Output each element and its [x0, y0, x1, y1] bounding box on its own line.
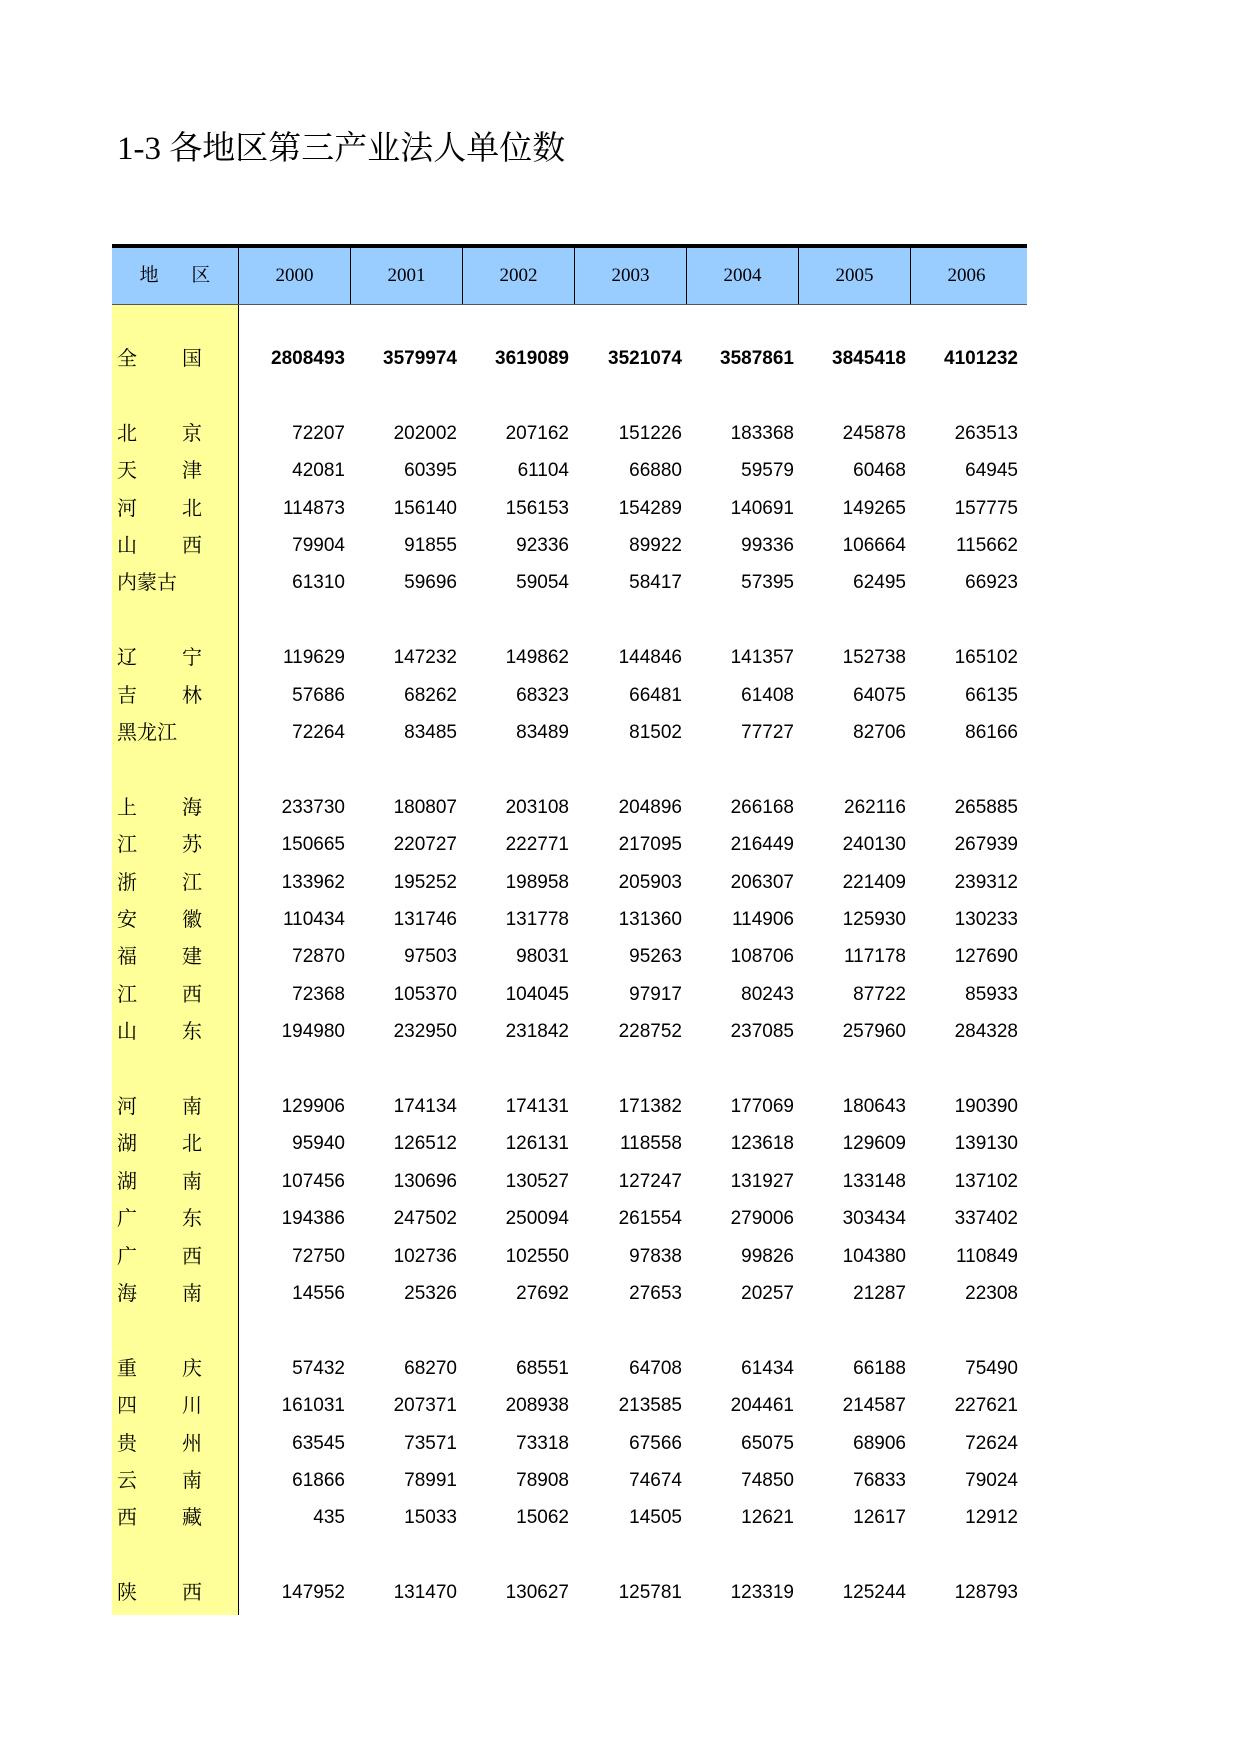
value-cell: 102550 [505, 1245, 569, 1267]
value-cell: 130696 [393, 1170, 457, 1192]
header-year: 2003 [574, 248, 686, 304]
value-cell: 141357 [730, 647, 794, 669]
table-row [112, 1500, 1027, 1536]
value-cell: 217095 [618, 834, 682, 856]
table-row [112, 1126, 1027, 1162]
value-cell: 204461 [730, 1395, 794, 1417]
header-year: 2000 [238, 248, 350, 304]
value-cell: 154289 [618, 497, 682, 519]
value-cell: 114873 [283, 497, 345, 519]
value-cell: 58417 [629, 572, 682, 594]
value-cell: 14505 [629, 1507, 682, 1529]
value-cell: 12617 [853, 1507, 906, 1529]
value-cell: 156153 [505, 497, 569, 519]
header-year: 2005 [798, 248, 910, 304]
value-cell: 3521074 [608, 348, 682, 369]
value-cell: 117178 [844, 946, 906, 968]
value-cell: 67566 [629, 1432, 682, 1454]
value-cell: 57686 [292, 684, 345, 706]
value-cell: 95263 [629, 946, 682, 968]
value-cell: 150665 [281, 834, 345, 856]
value-cell: 221409 [842, 871, 906, 893]
value-cell: 108706 [730, 946, 794, 968]
value-cell: 68262 [404, 684, 457, 706]
value-cell: 237085 [730, 1021, 794, 1043]
value-cell: 73318 [516, 1432, 569, 1454]
value-cell: 66923 [965, 572, 1018, 594]
region-name: 广 西 [117, 1245, 222, 1268]
value-cell: 213585 [618, 1395, 682, 1417]
region-name: 贵 州 [117, 1432, 222, 1455]
value-cell: 151226 [618, 422, 682, 444]
value-cell: 76833 [853, 1470, 906, 1491]
value-cell: 131470 [393, 1582, 457, 1604]
value-cell: 337402 [954, 1208, 1018, 1230]
value-cell: 12912 [965, 1507, 1018, 1529]
table-row [112, 640, 1027, 676]
value-cell: 204896 [618, 796, 682, 818]
header-year: 2006 [910, 248, 1022, 304]
value-cell: 72750 [292, 1245, 345, 1267]
value-cell: 257960 [842, 1021, 906, 1043]
region-name: 四 川 [117, 1395, 222, 1418]
value-cell: 72264 [292, 722, 345, 743]
table-row [112, 827, 1027, 863]
value-cell: 171382 [618, 1096, 682, 1117]
value-cell: 157775 [954, 497, 1018, 519]
value-cell: 15033 [404, 1507, 457, 1529]
value-cell: 216449 [730, 834, 794, 856]
table-row [112, 790, 1027, 826]
value-cell: 25326 [404, 1283, 457, 1304]
region-name: 上 海 [117, 796, 222, 819]
region-name: 海 南 [117, 1283, 222, 1305]
value-cell: 57395 [741, 572, 794, 594]
region-name: 山 西 [117, 535, 222, 557]
value-cell: 98031 [516, 946, 569, 968]
value-cell: 63545 [292, 1432, 345, 1454]
value-cell: 139130 [954, 1133, 1018, 1155]
value-cell: 133962 [281, 871, 345, 893]
value-cell: 180643 [842, 1096, 906, 1117]
value-cell: 202002 [393, 422, 457, 444]
value-cell: 105370 [393, 983, 457, 1005]
value-cell: 266168 [730, 796, 794, 818]
value-cell: 220727 [393, 834, 457, 856]
value-cell: 207162 [505, 422, 569, 444]
region-name: 陕 西 [117, 1582, 222, 1605]
region-name: 辽 宁 [117, 647, 222, 670]
value-cell: 140691 [730, 497, 794, 519]
region-name: 福 建 [117, 946, 222, 969]
value-cell: 22308 [965, 1283, 1018, 1304]
value-cell: 20257 [741, 1283, 794, 1304]
table-row [112, 939, 1027, 975]
value-cell: 239312 [954, 871, 1018, 893]
value-cell: 214587 [842, 1395, 906, 1417]
value-cell: 222771 [505, 834, 569, 856]
table-row [112, 1276, 1027, 1312]
value-cell: 61866 [292, 1470, 345, 1491]
region-name: 吉 林 [117, 684, 222, 707]
value-cell: 128793 [954, 1582, 1018, 1604]
value-cell: 91855 [404, 535, 457, 556]
value-cell: 73571 [404, 1432, 457, 1454]
value-cell: 59696 [404, 572, 457, 594]
value-cell: 119629 [283, 647, 345, 669]
value-cell: 227621 [954, 1395, 1018, 1417]
table-row [112, 416, 1027, 452]
value-cell: 231842 [505, 1021, 569, 1043]
value-cell: 66135 [965, 684, 1018, 706]
value-cell: 15062 [516, 1507, 569, 1529]
value-cell: 42081 [292, 460, 345, 482]
region-name: 天 津 [117, 460, 222, 483]
value-cell: 106664 [842, 535, 906, 556]
region-name: 全 国 [117, 348, 222, 370]
value-cell: 61104 [517, 460, 569, 482]
value-cell: 66188 [853, 1357, 906, 1379]
value-cell: 59579 [741, 460, 794, 482]
value-cell: 174131 [505, 1096, 569, 1117]
table-row [112, 1463, 1027, 1499]
value-cell: 79904 [292, 535, 345, 556]
value-cell: 161031 [281, 1395, 345, 1417]
value-cell: 114906 [732, 909, 794, 930]
value-cell: 131778 [505, 909, 569, 930]
value-cell: 65075 [741, 1432, 794, 1454]
value-cell: 74850 [741, 1470, 794, 1491]
header-year: 2001 [350, 248, 462, 304]
value-cell: 78991 [404, 1470, 457, 1491]
value-cell: 3579974 [383, 348, 457, 369]
value-cell: 130627 [505, 1582, 569, 1604]
value-cell: 60468 [853, 460, 906, 482]
table-row [112, 528, 1027, 564]
value-cell: 147952 [281, 1582, 345, 1604]
value-cell: 82706 [853, 722, 906, 743]
value-cell: 14556 [292, 1283, 345, 1304]
value-cell: 123618 [730, 1133, 794, 1155]
region-name: 江 西 [117, 983, 222, 1006]
value-cell: 131746 [393, 909, 457, 930]
value-cell: 27653 [629, 1283, 682, 1304]
header-region: 地 区 [139, 265, 225, 286]
value-cell: 79024 [965, 1470, 1018, 1491]
value-cell: 21287 [853, 1283, 906, 1304]
value-cell: 81502 [629, 722, 682, 743]
table-row [112, 715, 1027, 751]
region-name: 北 京 [117, 422, 222, 445]
region-name: 湖 北 [117, 1133, 222, 1156]
value-cell: 72870 [292, 946, 345, 968]
region-name: 山 东 [117, 1021, 222, 1044]
value-cell: 97838 [629, 1245, 682, 1267]
value-cell: 3619089 [495, 348, 569, 369]
value-cell: 303434 [842, 1208, 906, 1230]
value-cell: 64945 [965, 460, 1018, 482]
table-row [112, 1164, 1027, 1200]
value-cell: 78908 [516, 1470, 569, 1491]
value-cell: 102736 [393, 1245, 457, 1267]
value-cell: 180807 [393, 796, 457, 818]
value-cell: 62495 [853, 572, 906, 594]
value-cell: 133148 [842, 1170, 906, 1192]
value-cell: 61408 [741, 684, 794, 706]
value-cell: 57432 [292, 1357, 345, 1379]
value-cell: 207371 [393, 1395, 457, 1417]
value-cell: 149862 [505, 647, 569, 669]
value-cell: 144846 [618, 647, 682, 669]
value-cell: 174134 [393, 1096, 457, 1117]
value-cell: 130527 [505, 1170, 569, 1192]
value-cell: 107456 [281, 1170, 345, 1192]
table-header [112, 248, 1027, 305]
table-row [112, 1089, 1027, 1125]
region-name: 黑龙江 [117, 722, 177, 744]
value-cell: 64075 [853, 684, 906, 706]
value-cell: 99336 [741, 535, 794, 556]
value-cell: 261554 [618, 1208, 682, 1230]
value-cell: 147232 [393, 647, 457, 669]
value-cell: 72207 [292, 422, 345, 444]
value-cell: 104380 [842, 1245, 906, 1267]
header-year: 2004 [686, 248, 798, 304]
value-cell: 72368 [292, 983, 345, 1005]
value-cell: 85933 [965, 983, 1018, 1005]
table-row [112, 1201, 1027, 1237]
value-cell: 232950 [393, 1021, 457, 1043]
value-cell: 279006 [730, 1208, 794, 1230]
value-cell: 125930 [842, 909, 906, 930]
value-cell: 68270 [404, 1357, 457, 1379]
value-cell: 97917 [629, 983, 682, 1005]
value-cell: 152738 [842, 647, 906, 669]
value-cell: 87722 [853, 983, 906, 1005]
value-cell: 131360 [618, 909, 682, 930]
table-row [112, 865, 1027, 901]
table-row [112, 1575, 1027, 1611]
value-cell: 129609 [842, 1133, 906, 1155]
table-row [112, 565, 1027, 601]
region-name: 安 徽 [117, 909, 222, 931]
region-name: 河 北 [117, 497, 222, 520]
value-cell: 95940 [292, 1133, 345, 1155]
value-cell: 265885 [954, 796, 1018, 818]
value-cell: 86166 [965, 722, 1018, 743]
table-row [112, 491, 1027, 527]
value-cell: 72624 [965, 1432, 1018, 1454]
region-name: 重 庆 [117, 1357, 222, 1380]
value-cell: 177069 [730, 1096, 794, 1117]
value-cell: 194980 [281, 1021, 345, 1043]
total-row [112, 341, 1027, 377]
value-cell: 99826 [741, 1245, 794, 1267]
value-cell: 205903 [618, 871, 682, 893]
value-cell: 267939 [954, 834, 1018, 856]
page-title: 1-3 各地区第三产业法人单位数 [117, 131, 566, 167]
value-cell: 66880 [629, 460, 682, 482]
region-name: 湖 南 [117, 1170, 222, 1193]
value-cell: 131927 [730, 1170, 794, 1192]
value-cell: 126512 [393, 1133, 457, 1155]
value-cell: 125781 [618, 1582, 682, 1604]
value-cell: 110434 [283, 909, 345, 930]
value-cell: 198958 [505, 871, 569, 893]
value-cell: 262116 [844, 796, 906, 818]
value-cell: 203108 [505, 796, 569, 818]
value-cell: 12621 [741, 1507, 794, 1529]
table-row [112, 1351, 1027, 1387]
value-cell: 126131 [505, 1133, 569, 1155]
table-row [112, 1426, 1027, 1462]
value-cell: 3587861 [720, 348, 794, 369]
value-cell: 83485 [404, 722, 457, 743]
region-name: 江 苏 [117, 834, 222, 857]
region-name: 浙 江 [117, 871, 222, 894]
value-cell: 4101232 [944, 348, 1018, 369]
value-cell: 60395 [404, 460, 457, 482]
value-cell: 233730 [281, 796, 345, 818]
table-row [112, 453, 1027, 489]
value-cell: 156140 [393, 497, 457, 519]
value-cell: 129906 [281, 1096, 345, 1117]
value-cell: 59054 [516, 572, 569, 594]
value-cell: 190390 [954, 1096, 1018, 1117]
value-cell: 250094 [505, 1208, 569, 1230]
value-cell: 137102 [954, 1170, 1018, 1192]
table-row [112, 977, 1027, 1013]
value-cell: 125244 [842, 1582, 906, 1604]
value-cell: 68323 [516, 684, 569, 706]
value-cell: 118558 [620, 1133, 682, 1155]
value-cell: 77727 [741, 722, 794, 743]
value-cell: 74674 [629, 1470, 682, 1491]
value-cell: 80243 [741, 983, 794, 1005]
value-cell: 89922 [629, 535, 682, 556]
value-cell: 130233 [954, 909, 1018, 930]
table-row [112, 902, 1027, 938]
value-cell: 208938 [505, 1395, 569, 1417]
value-cell: 149265 [842, 497, 906, 519]
value-cell: 92336 [516, 535, 569, 556]
value-cell: 97503 [404, 946, 457, 968]
region-name: 内蒙古 [117, 572, 177, 595]
region-name: 西 藏 [117, 1507, 222, 1530]
value-cell: 27692 [516, 1283, 569, 1304]
header-year: 2002 [462, 248, 574, 304]
region-name: 云 南 [117, 1470, 222, 1492]
region-name: 广 东 [117, 1208, 222, 1231]
value-cell: 127690 [954, 946, 1018, 968]
value-cell: 61434 [741, 1357, 794, 1379]
value-cell: 61310 [292, 572, 345, 594]
value-cell: 228752 [618, 1021, 682, 1043]
value-cell: 66481 [629, 684, 682, 706]
value-cell: 104045 [505, 983, 569, 1005]
value-cell: 247502 [393, 1208, 457, 1230]
value-cell: 127247 [618, 1170, 682, 1192]
table-row [112, 1388, 1027, 1424]
value-cell: 75490 [965, 1357, 1018, 1379]
value-cell: 2808493 [271, 348, 345, 369]
value-cell: 263513 [954, 422, 1018, 444]
value-cell: 206307 [730, 871, 794, 893]
table-row [112, 678, 1027, 714]
value-cell: 245878 [842, 422, 906, 444]
value-cell: 110849 [956, 1245, 1018, 1267]
value-cell: 68906 [853, 1432, 906, 1454]
value-cell: 115662 [956, 535, 1018, 556]
table-row [112, 1239, 1027, 1275]
table-row [112, 1014, 1027, 1050]
value-cell: 123319 [730, 1582, 794, 1604]
value-cell: 165102 [954, 647, 1018, 669]
value-cell: 64708 [629, 1357, 682, 1379]
value-cell: 240130 [842, 834, 906, 856]
value-cell: 194386 [281, 1208, 345, 1230]
value-cell: 68551 [516, 1357, 569, 1379]
value-cell: 284328 [954, 1021, 1018, 1043]
region-name: 河 南 [117, 1096, 222, 1118]
value-cell: 195252 [393, 871, 457, 893]
value-cell: 83489 [516, 722, 569, 743]
value-cell: 435 [313, 1507, 345, 1529]
value-cell: 3845418 [832, 348, 906, 369]
value-cell: 183368 [730, 422, 794, 444]
